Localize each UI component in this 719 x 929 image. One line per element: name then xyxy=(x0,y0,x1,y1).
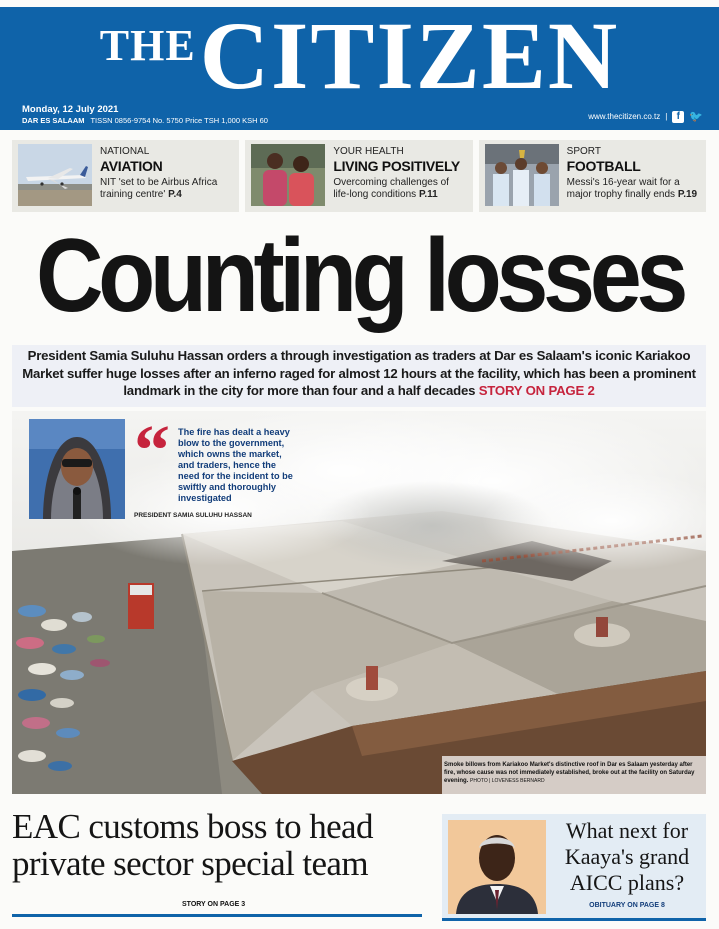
story-headline-line1: EAC customs boss to head xyxy=(12,807,373,846)
dek-story-link[interactable]: STORY ON PAGE 2 xyxy=(478,383,595,398)
logo-citizen: CITIZEN xyxy=(199,2,620,109)
obituary-headline-line1: What next for xyxy=(565,818,689,843)
story-kaaya-obituary[interactable] xyxy=(442,814,706,918)
issue-meta xyxy=(22,116,268,125)
bottom-rule-right xyxy=(442,918,706,921)
twitter-icon[interactable]: 🐦 xyxy=(689,111,703,123)
teaser-blurb-text: NIT 'set to be Airbus Africa training centre' xyxy=(100,177,218,200)
teaser-section: YOUR HEALTH xyxy=(333,146,404,157)
story-page-ref[interactable]: STORY ON PAGE 3 xyxy=(182,901,246,908)
photo-credit: PHOTO | LOVENESS BERNARD xyxy=(470,778,545,785)
quote-attribution: PRESIDENT SAMIA SULUHU HASSAN xyxy=(134,512,252,519)
divider: | xyxy=(665,112,668,121)
main-headline[interactable]: Counting losses xyxy=(35,218,684,334)
story-headline-line2: private sector special team xyxy=(12,844,368,883)
people-thumbnail xyxy=(251,144,325,206)
issue-date: Monday, 12 July 2021 xyxy=(22,104,119,115)
teaser-page: P.4 xyxy=(168,189,182,200)
teaser-aviation[interactable] xyxy=(12,140,239,212)
teaser-blurb-text: Overcoming challenges of life-long conditions xyxy=(333,177,449,200)
obituary-headline-line2: Kaaya's grand xyxy=(564,844,690,869)
teaser-blurb-text: Messi's 16-year wait for a major trophy finally ends xyxy=(566,177,680,200)
logo-the: THE xyxy=(99,21,196,70)
teaser-section: SPORT xyxy=(566,146,601,157)
teaser-page: P.11 xyxy=(418,189,438,200)
dek-text: President Samia Suluhu Hassan orders a through investigation as traders at Dar es Salaam's iconic Kariakoo Market suffer huge losses after an inferno raged for almost 12 hours at the facility, which has been a prominent landmark in the city for more than four and a half decades xyxy=(22,348,696,398)
teaser-blurb xyxy=(100,177,233,201)
obituary-page-ref[interactable]: OBITUARY ON PAGE 8 xyxy=(589,902,665,909)
issue-location: DAR ES SALAAM xyxy=(22,116,85,125)
newspaper-logo[interactable] xyxy=(0,2,719,109)
pull-quote: The fire has dealt a heavy blow to the government, which owns the market, and traders, hence the need for the incident to be swiftly and thoroughly investigated xyxy=(178,427,293,503)
obituary-headline xyxy=(552,818,702,896)
teaser-section: NATIONAL xyxy=(100,146,150,157)
teaser-football[interactable] xyxy=(479,140,706,212)
bottom-rule-left xyxy=(12,914,422,917)
president-portrait xyxy=(29,419,125,519)
teaser-kicker: LIVING POSITIVELY xyxy=(333,158,460,174)
teaser-kicker: AVIATION xyxy=(100,158,163,174)
story-eac-customs[interactable] xyxy=(12,807,428,908)
football-thumbnail xyxy=(485,144,559,206)
teaser-blurb xyxy=(333,177,466,201)
photo-caption xyxy=(444,761,702,786)
obituary-headline-line3: AICC plans? xyxy=(569,870,685,895)
teaser-kicker: FOOTBALL xyxy=(566,158,641,174)
masthead xyxy=(0,0,719,130)
teaser-bar xyxy=(12,140,706,212)
issue-details: TISSN 0856-9754 No. 5750 Price TSH 1,000 KSH 60 xyxy=(90,116,268,125)
teaser-page: P.19 xyxy=(677,189,698,200)
website-link[interactable]: www.thecitizen.co.tz xyxy=(588,112,661,121)
headline-dek xyxy=(12,345,706,407)
web-links xyxy=(588,110,703,123)
teaser-health[interactable] xyxy=(245,140,472,212)
kaaya-portrait xyxy=(448,820,546,914)
airplane-thumbnail xyxy=(18,144,92,206)
teaser-blurb xyxy=(567,177,700,201)
facebook-icon[interactable]: f xyxy=(672,111,684,123)
caption-text: Smoke billows from Kariakoo Market's distinctive roof in Dar es Salaam yesterday after fire, whose cause was not immediately established, broke out at the facility on Saturday evening. xyxy=(444,762,695,785)
quote-mark-icon: “ xyxy=(134,410,170,490)
